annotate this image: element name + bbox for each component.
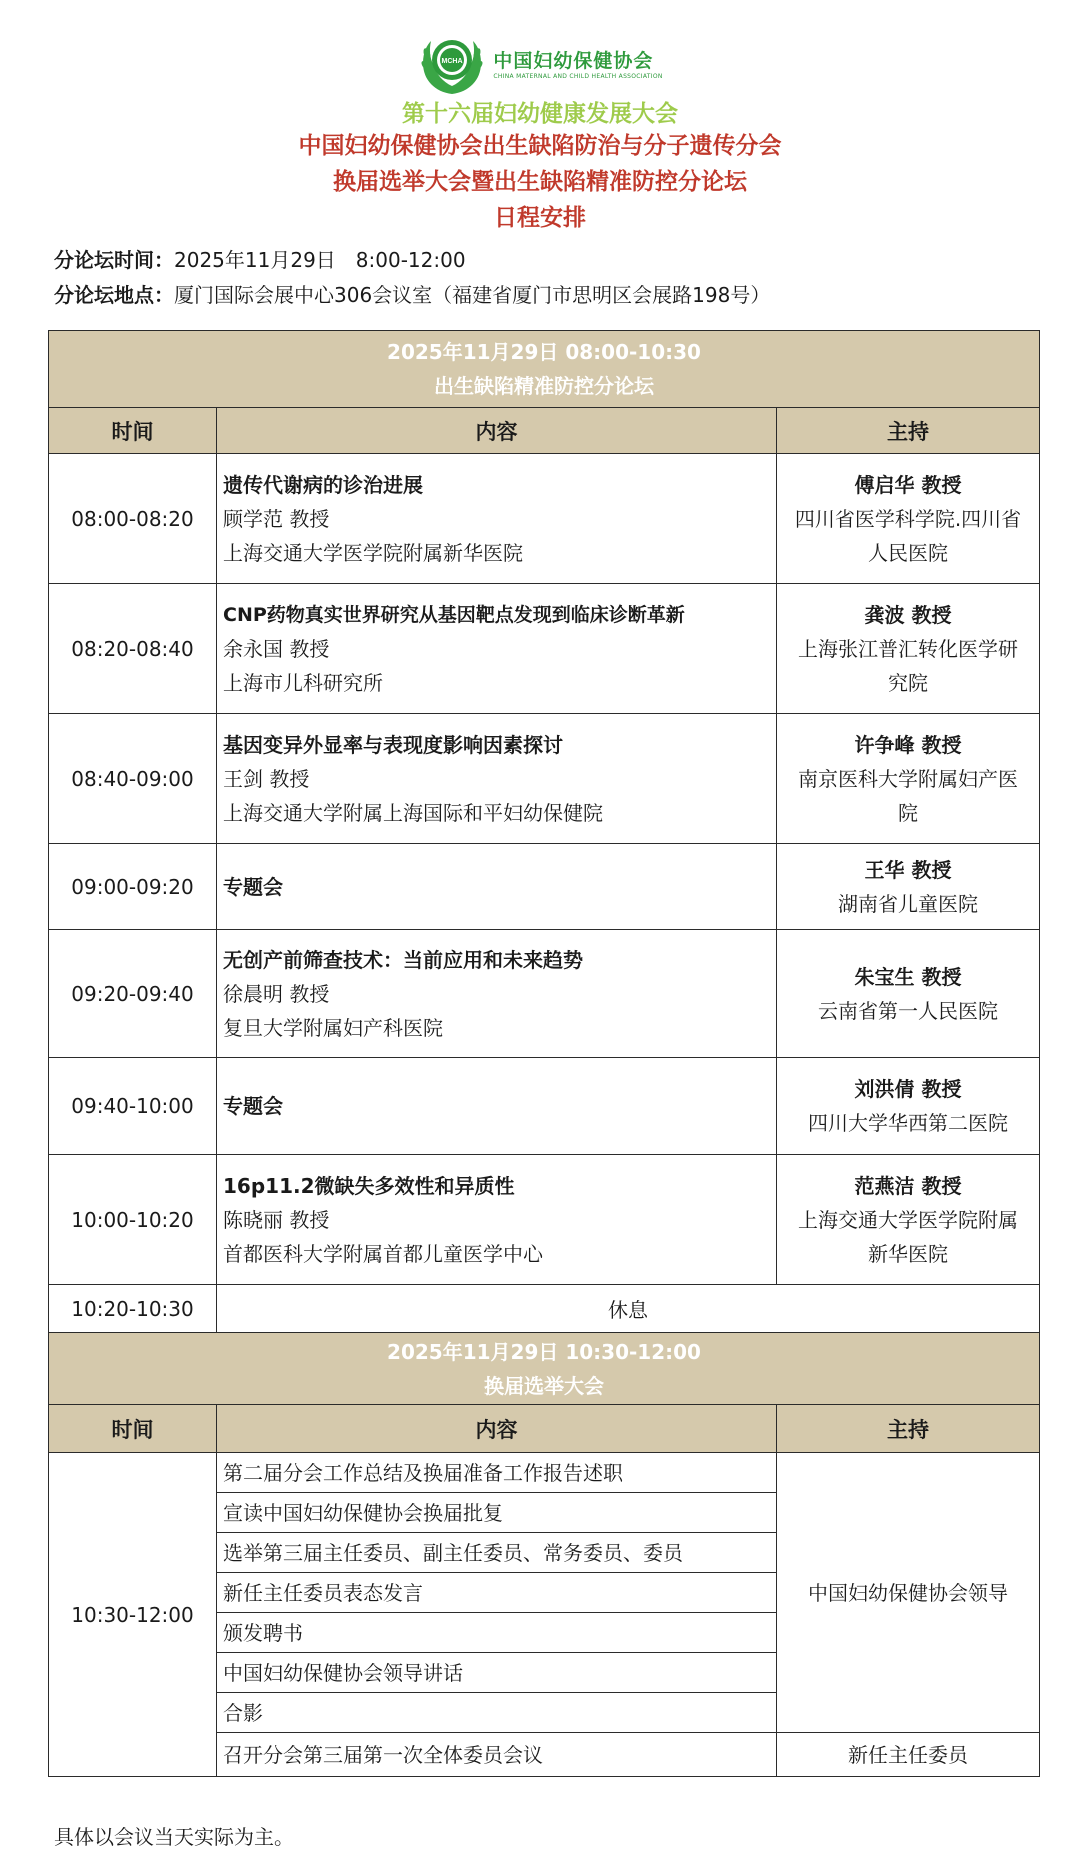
forum-time-label: 分论坛时间： — [54, 248, 174, 272]
row-time: 08:20-08:40 — [49, 584, 217, 714]
row-content — [217, 714, 777, 844]
row-affiliation: 上海交通大学医学院附属新华医院 — [223, 540, 523, 565]
section1-name: 出生缺陷精准防控分论坛 — [434, 374, 654, 398]
col-host-header: 主持 — [777, 408, 1040, 454]
row-topic: 无创产前筛查技术：当前应用和未来趋势 — [223, 947, 583, 972]
row-time: 09:40-10:00 — [49, 1058, 217, 1155]
host-name: 范燕洁 教授 — [854, 1173, 962, 1198]
break-time: 10:20-10:30 — [49, 1285, 217, 1333]
row-time: 09:20-09:40 — [49, 930, 217, 1058]
host-name: 刘洪倩 教授 — [854, 1077, 962, 1101]
section2-column-header — [49, 1405, 1040, 1453]
logo-row — [0, 30, 1080, 100]
title-line-2: 换届选举大会暨出生缺陷精准防控分论坛 — [333, 169, 747, 195]
row-host — [777, 714, 1040, 844]
row-speaker: 陈晓丽 教授 — [223, 1207, 330, 1232]
forum-place-value: 厦门国际会展中心306会议室（福建省厦门市思明区会展路198号） — [174, 283, 771, 307]
row-affiliation: 上海交通大学附属上海国际和平妇幼保健院 — [223, 800, 603, 825]
col-time-header: 时间 — [49, 408, 217, 454]
row-time: 09:00-09:20 — [49, 844, 217, 930]
section2-time: 10:30-12:00 — [49, 1453, 217, 1777]
table-row — [49, 844, 1040, 930]
section1-date: 2025年11月29日 08:00-10:30 — [387, 340, 701, 364]
row-host — [777, 930, 1040, 1058]
break-row — [49, 1285, 1040, 1333]
host-org-line-1: 云南省第一人民医院 — [818, 998, 998, 1023]
row-host — [777, 584, 1040, 714]
org-name-block — [493, 50, 662, 81]
host-org-line-1: 南京医科大学附属妇产医 — [798, 766, 1018, 791]
host-org-line-1: 湖南省儿童医院 — [838, 891, 978, 916]
row-topic: 专题会 — [223, 874, 283, 899]
col-host-header: 主持 — [777, 1405, 1040, 1453]
row-affiliation: 复旦大学附属妇产科医院 — [223, 1015, 443, 1040]
association-logo-icon — [417, 30, 487, 100]
agenda-item: 合影 — [217, 1693, 777, 1733]
host-name: 许争峰 教授 — [854, 732, 962, 757]
host-org-line-2: 人民医院 — [868, 540, 948, 565]
agenda-item: 选举第三届主任委员、副主任委员、常务委员、委员 — [217, 1533, 777, 1573]
col-content-header: 内容 — [217, 1405, 777, 1453]
logo-seal-text: MCHA — [441, 58, 463, 65]
row-speaker: 徐晨明 教授 — [223, 981, 330, 1006]
forum-place-label: 分论坛地点： — [54, 283, 174, 307]
host-org-line-1: 上海张江普汇转化医学研 — [798, 636, 1018, 661]
agenda-item: 中国妇幼保健协会领导讲话 — [217, 1653, 777, 1693]
col-time-header: 时间 — [49, 1405, 217, 1453]
host-org-line-2: 院 — [898, 800, 918, 825]
host-name: 王华 教授 — [864, 857, 952, 882]
section2-name: 换届选举大会 — [484, 1373, 604, 1398]
table-row — [49, 714, 1040, 844]
host-org-line-1: 四川大学华西第二医院 — [808, 1111, 1008, 1135]
row-content — [217, 930, 777, 1058]
row-content — [217, 454, 777, 584]
host-org-line-2: 究院 — [888, 670, 928, 695]
host-org-line-2: 新华医院 — [868, 1241, 948, 1266]
row-topic: 专题会 — [223, 1094, 283, 1118]
row-host — [777, 454, 1040, 584]
section1-header — [49, 331, 1040, 408]
row-time: 08:40-09:00 — [49, 714, 217, 844]
congress-title: 第十六届妇幼健康发展大会 — [402, 101, 678, 127]
org-name-cn: 中国妇幼保健协会 — [493, 49, 654, 72]
row-speaker: 顾学范 教授 — [223, 506, 330, 531]
host-name: 龚波 教授 — [864, 602, 952, 627]
host-name: 傅启华 教授 — [854, 472, 962, 497]
row-topic: 16p11.2微缺失多效性和异质性 — [223, 1173, 515, 1198]
host-org-line-1: 上海交通大学医学院附属 — [798, 1207, 1018, 1232]
section1-column-header — [49, 408, 1040, 454]
org-name-en: CHINA MATERNAL AND CHILD HEALTH ASSOCIATION — [493, 72, 663, 80]
row-host — [777, 844, 1040, 930]
forum-place — [54, 280, 770, 310]
row-speaker: 余永国 教授 — [223, 636, 330, 661]
table-row — [49, 1155, 1040, 1285]
row-affiliation: 首都医科大学附属首都儿童医学中心 — [223, 1241, 543, 1266]
row-topic: CNP药物真实世界研究从基因靶点发现到临床诊断革新 — [223, 603, 685, 626]
forum-time-value: 2025年11月29日 8:00-12:00 — [174, 248, 466, 272]
break-label: 休息 — [217, 1285, 1040, 1333]
section2-host-main: 中国妇幼保健协会领导 — [777, 1453, 1040, 1733]
row-host — [777, 1155, 1040, 1285]
agenda-item-row — [49, 1453, 1040, 1493]
row-content — [217, 1155, 777, 1285]
row-affiliation: 上海市儿科研究所 — [223, 670, 383, 695]
section2-header — [49, 1333, 1040, 1405]
table-row — [49, 454, 1040, 584]
agenda-item: 颁发聘书 — [217, 1613, 777, 1653]
section2-date: 2025年11月29日 10:30-12:00 — [387, 1339, 701, 1364]
row-topic: 基因变异外显率与表现度影响因素探讨 — [223, 732, 563, 757]
section2-host-last: 新任主任委员 — [777, 1733, 1040, 1777]
agenda-item: 召开分会第三届第一次全体委员会议 — [217, 1733, 777, 1777]
table-row — [49, 584, 1040, 714]
schedule-table — [48, 330, 1040, 1777]
table-row — [49, 930, 1040, 1058]
host-name: 朱宝生 教授 — [854, 964, 962, 989]
agenda-item: 新任主任委员表态发言 — [217, 1573, 777, 1613]
row-speaker: 王剑 教授 — [223, 766, 310, 791]
row-time: 10:00-10:20 — [49, 1155, 217, 1285]
title-line-1: 中国妇幼保健协会出生缺陷防治与分子遗传分会 — [298, 133, 782, 159]
row-content — [217, 1058, 777, 1155]
col-content-header: 内容 — [217, 408, 777, 454]
agenda-item: 宣读中国妇幼保健协会换届批复 — [217, 1493, 777, 1533]
title-line-3: 日程安排 — [494, 205, 586, 231]
row-time: 08:00-08:20 — [49, 454, 217, 584]
table-row — [49, 1058, 1040, 1155]
row-host — [777, 1058, 1040, 1155]
row-content — [217, 844, 777, 930]
footer-note: 具体以会议当天实际为主。 — [54, 1825, 294, 1849]
agenda-item: 第二届分会工作总结及换届准备工作报告述职 — [217, 1453, 777, 1493]
forum-time — [54, 245, 466, 275]
host-org-line-1: 四川省医学科学院.四川省 — [794, 506, 1022, 531]
row-content — [217, 584, 777, 714]
row-topic: 遗传代谢病的诊治进展 — [223, 472, 423, 497]
page-header — [0, 30, 1080, 236]
